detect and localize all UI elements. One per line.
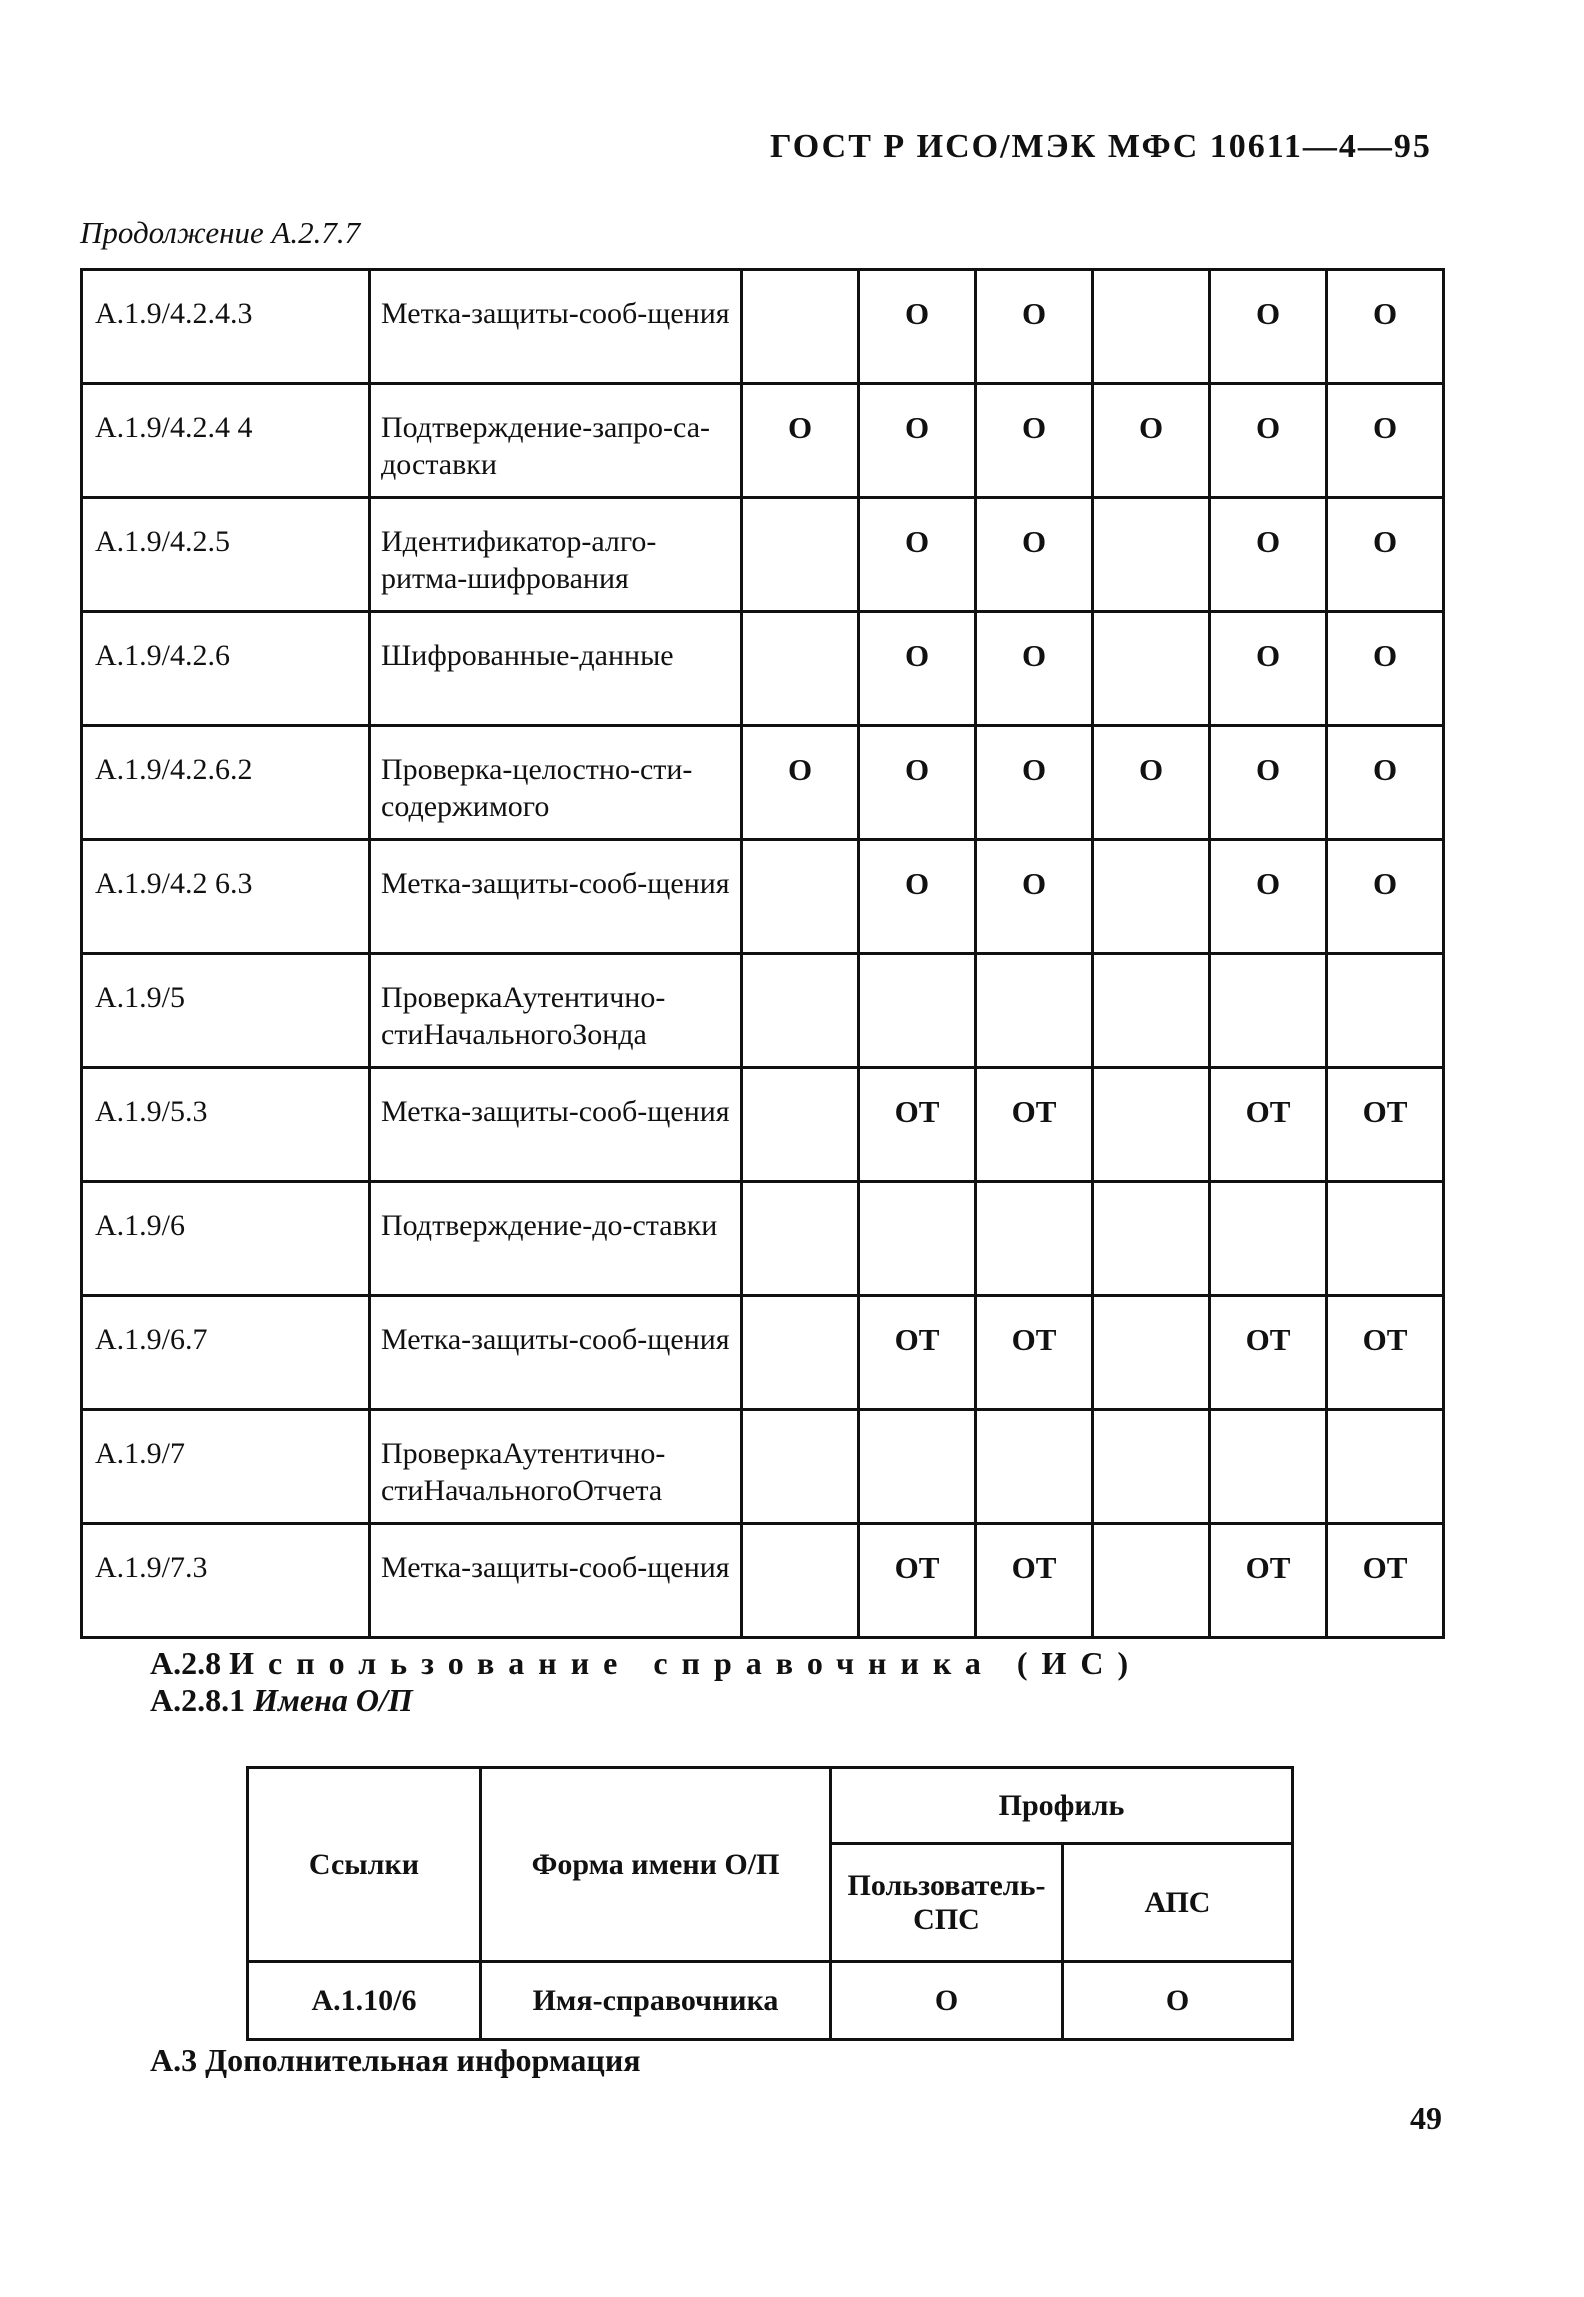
status-cell: О — [976, 726, 1093, 840]
row-object: Подтверждение-до-ставки — [370, 1182, 742, 1296]
status-cell: ОТ — [859, 1068, 976, 1182]
status-cell: ОТ — [859, 1296, 976, 1410]
status-cell: ОТ — [1210, 1524, 1327, 1638]
status-cell: О — [1093, 726, 1210, 840]
table-row — [82, 384, 1444, 498]
table-row — [82, 270, 1444, 384]
section-a281-heading — [150, 1682, 413, 1719]
status-cell — [1093, 1524, 1210, 1638]
section-a28-heading — [150, 1645, 1142, 1682]
names-row-ref: А.1.10/6 — [248, 1962, 481, 2040]
row-reference: А.1.9/6.7 — [82, 1296, 370, 1410]
status-cell: ОТ — [1327, 1524, 1444, 1638]
status-cell — [742, 612, 859, 726]
status-cell — [742, 270, 859, 384]
status-cell: О — [1210, 612, 1327, 726]
status-cell: О — [742, 384, 859, 498]
status-cell — [1093, 498, 1210, 612]
status-cell — [1210, 1182, 1327, 1296]
status-cell: ОТ — [1210, 1068, 1327, 1182]
header-aps: АПС — [1063, 1844, 1293, 1962]
status-cell — [1327, 1182, 1444, 1296]
row-object: ПроверкаАутентично-стиНачальногоОтчета — [370, 1410, 742, 1524]
status-cell — [1093, 1068, 1210, 1182]
status-cell: О — [1210, 498, 1327, 612]
status-cell — [976, 1410, 1093, 1524]
page-number: 49 — [1410, 2100, 1442, 2136]
status-cell: О — [1327, 498, 1444, 612]
row-reference: А.1.9/4.2.5 — [82, 498, 370, 612]
status-cell: О — [742, 726, 859, 840]
names-row-name: Имя-справочника — [481, 1962, 831, 2040]
status-cell: О — [1327, 840, 1444, 954]
status-cell: О — [1327, 384, 1444, 498]
status-cell — [976, 1182, 1093, 1296]
status-cell: О — [859, 726, 976, 840]
status-cell: ОТ — [1327, 1296, 1444, 1410]
status-cell — [1327, 954, 1444, 1068]
status-cell — [742, 498, 859, 612]
section-a28-title: Использование справочника (ИС) — [229, 1645, 1143, 1681]
status-cell — [1093, 954, 1210, 1068]
status-cell: О — [976, 498, 1093, 612]
table-row — [82, 1524, 1444, 1638]
row-reference: А.1.9/6 — [82, 1182, 370, 1296]
status-cell: О — [1210, 726, 1327, 840]
row-reference: А.1.9/4.2.6 — [82, 612, 370, 726]
status-cell — [742, 840, 859, 954]
status-cell — [1210, 954, 1327, 1068]
table-row — [82, 1068, 1444, 1182]
status-cell — [742, 1182, 859, 1296]
names-row-aps: О — [1063, 1962, 1293, 2040]
table-row — [82, 726, 1444, 840]
status-cell: ОТ — [1327, 1068, 1444, 1182]
status-cell: О — [1327, 612, 1444, 726]
document-header: ГОСТ Р ИСО/МЭК МФС 10611—4—95 — [770, 128, 1432, 165]
header-name-form: Форма имени О/П — [481, 1768, 831, 1962]
status-cell — [742, 1410, 859, 1524]
table-row — [82, 612, 1444, 726]
status-cell: О — [1327, 726, 1444, 840]
section-a3-heading — [150, 2042, 641, 2079]
row-reference: А.1.9/4.2.4.3 — [82, 270, 370, 384]
status-cell — [1093, 270, 1210, 384]
section-a281-number: А.2.8.1 — [150, 1682, 246, 1718]
status-cell: ОТ — [976, 1068, 1093, 1182]
table-row — [82, 1182, 1444, 1296]
row-object: Идентификатор-алго-ритма-шифрования — [370, 498, 742, 612]
table-row — [82, 1296, 1444, 1410]
row-object: Метка-защиты-сооб-щения — [370, 1296, 742, 1410]
header-profile: Профиль — [831, 1768, 1293, 1844]
section-a3-number: А.3 — [150, 2042, 198, 2078]
row-object: Метка-защиты-сооб-щения — [370, 1068, 742, 1182]
status-cell: ОТ — [976, 1524, 1093, 1638]
row-reference: А.1.9/5 — [82, 954, 370, 1068]
status-cell: О — [859, 612, 976, 726]
row-reference: А.1.9/4.2.6.2 — [82, 726, 370, 840]
row-object: Метка-защиты-сооб-щения — [370, 840, 742, 954]
table-row — [82, 1410, 1444, 1524]
status-cell: О — [1327, 270, 1444, 384]
status-cell — [742, 1296, 859, 1410]
status-cell: О — [859, 498, 976, 612]
row-object: Подтверждение-запро-са-доставки — [370, 384, 742, 498]
row-reference: А.1.9/7 — [82, 1410, 370, 1524]
status-cell: О — [976, 270, 1093, 384]
status-cell — [1093, 612, 1210, 726]
status-cell — [1093, 1182, 1210, 1296]
names-table — [246, 1766, 1294, 2041]
status-cell — [859, 1182, 976, 1296]
table-row — [82, 840, 1444, 954]
status-cell: ОТ — [859, 1524, 976, 1638]
status-cell — [976, 954, 1093, 1068]
status-cell — [1093, 1410, 1210, 1524]
row-reference: А.1.9/4.2 6.3 — [82, 840, 370, 954]
status-cell — [1327, 1410, 1444, 1524]
status-cell: О — [1093, 384, 1210, 498]
status-cell: О — [976, 840, 1093, 954]
continuation-label: Продолжение А.2.7.7 — [80, 215, 361, 250]
section-a281-title: Имена О/П — [253, 1682, 413, 1718]
status-cell — [742, 1068, 859, 1182]
status-cell: О — [1210, 384, 1327, 498]
section-a28-number: А.2.8 — [150, 1645, 222, 1681]
header-user-sps: Пользователь-СПС — [831, 1844, 1063, 1962]
row-object: Проверка-целостно-сти-содержимого — [370, 726, 742, 840]
row-object: ПроверкаАутентично-стиНачальногоЗонда — [370, 954, 742, 1068]
section-a3-title: Дополнительная информация — [205, 2042, 641, 2078]
status-cell — [742, 1524, 859, 1638]
status-cell — [859, 954, 976, 1068]
status-cell: О — [976, 384, 1093, 498]
status-cell: О — [976, 612, 1093, 726]
row-reference: А.1.9/5.3 — [82, 1068, 370, 1182]
status-cell: О — [1210, 270, 1327, 384]
status-cell: О — [1210, 840, 1327, 954]
table-row — [82, 954, 1444, 1068]
status-cell: ОТ — [976, 1296, 1093, 1410]
row-reference: А.1.9/4.2.4 4 — [82, 384, 370, 498]
row-object: Метка-защиты-сооб-щения — [370, 270, 742, 384]
status-cell: ОТ — [1210, 1296, 1327, 1410]
requirements-table — [80, 268, 1445, 1639]
status-cell — [1093, 1296, 1210, 1410]
status-cell — [742, 954, 859, 1068]
row-reference: А.1.9/7.3 — [82, 1524, 370, 1638]
status-cell: О — [859, 270, 976, 384]
status-cell — [1210, 1410, 1327, 1524]
status-cell — [859, 1410, 976, 1524]
table-row — [82, 498, 1444, 612]
names-row-user-sps: О — [831, 1962, 1063, 2040]
row-object: Метка-защиты-сооб-щения — [370, 1524, 742, 1638]
requirements-table-body — [82, 270, 1444, 1638]
status-cell: О — [859, 384, 976, 498]
status-cell: О — [859, 840, 976, 954]
header-refs: Ссылки — [248, 1768, 481, 1962]
row-object: Шифрованные-данные — [370, 612, 742, 726]
status-cell — [1093, 840, 1210, 954]
